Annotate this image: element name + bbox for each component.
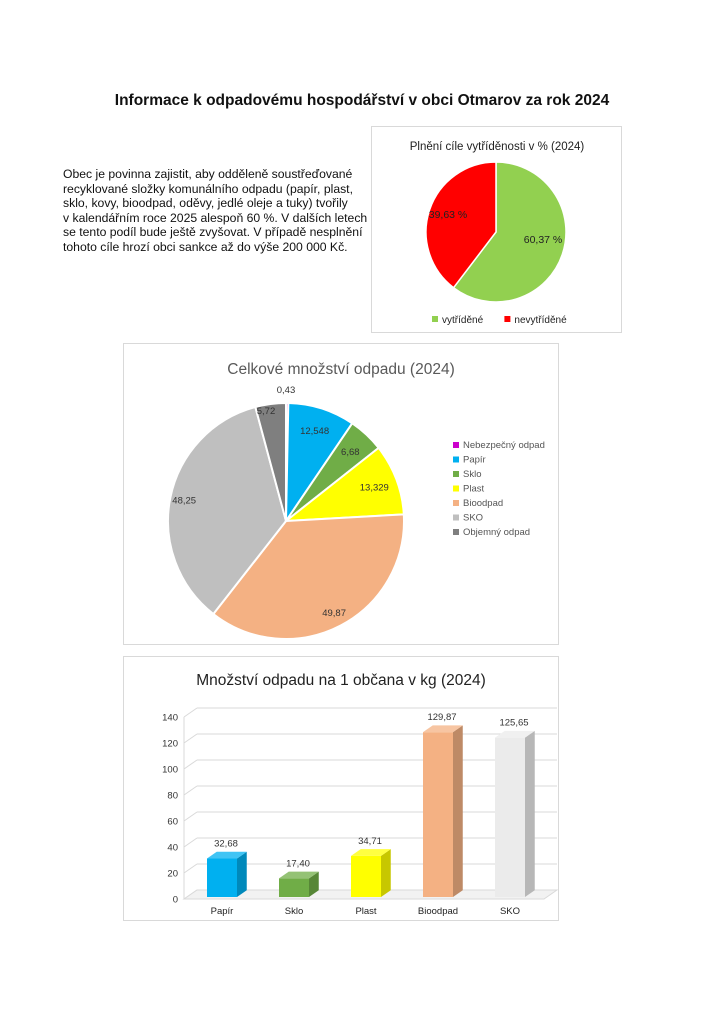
waste-total-pie-chart [124, 344, 558, 644]
y-tick-label: 80 [167, 790, 178, 802]
legend-swatch-sklo [453, 471, 459, 477]
legend-label-papir: Papír [463, 454, 486, 466]
data-label-vytridene: 60,37 % [523, 234, 563, 246]
bar-papir [207, 852, 247, 897]
chart-title: Plnění cíle vytříděnosti v % (2024) [409, 141, 585, 153]
y-tick-label: 120 [162, 738, 178, 750]
legend-label-nebezpecny-odpad: Nebezpečný odpad [463, 440, 545, 451]
bar-side-plast [381, 849, 391, 897]
intro-line: tohoto cíle hrozí obci sankce až do výše 200 000 Kč. [63, 239, 348, 254]
data-label-nevytridene: 39,63 % [428, 209, 468, 221]
legend-label-objemny-odpad: Objemný odpad [463, 527, 531, 538]
bar-side-bioodpad [453, 725, 463, 897]
legend-label-bioodpad: Bioodpad [463, 498, 504, 509]
data-label-papir: 32,68 [214, 838, 238, 850]
x-tick-label-plast: Plast [355, 906, 377, 917]
data-label-bioodpad: 49,87 [322, 608, 346, 619]
y-tick-label: 100 [162, 764, 178, 776]
gridline-slant [184, 708, 197, 717]
y-tick-label: 20 [167, 868, 178, 880]
data-label-sklo: 17,40 [286, 858, 310, 870]
bar-sko [495, 731, 535, 897]
legend-label-sko: SKO [463, 512, 484, 524]
legend-swatch-vytridene [432, 316, 438, 322]
legend-swatch-bioodpad [453, 500, 459, 506]
bar-front-sko [495, 738, 525, 897]
legend-swatch-nebezpecny-odpad [453, 442, 459, 448]
bar-front-papir [207, 859, 237, 897]
legend-label-sklo: Sklo [463, 469, 482, 480]
bar-plast [351, 849, 391, 897]
x-tick-label-sklo: Sklo [284, 906, 304, 917]
legend-label-vytridene: vytříděné [442, 315, 484, 326]
y-tick-label: 140 [162, 712, 178, 724]
data-label-plast: 13,329 [359, 482, 389, 494]
per-capita-chart-panel [123, 656, 559, 921]
gridline-slant [184, 812, 197, 821]
legend-swatch-papir [453, 457, 459, 463]
bar-sklo [279, 872, 319, 897]
bar-front-plast [351, 856, 381, 897]
y-tick-label: 0 [172, 894, 178, 906]
data-label-plast: 34,71 [358, 835, 382, 847]
sorting-pie-chart [372, 127, 621, 332]
per-capita-bar-chart [124, 657, 558, 920]
bar-front-sklo [279, 878, 309, 897]
gridline-slant [184, 734, 197, 743]
gridline-slant [184, 786, 197, 795]
data-label-sklo: 6,68 [341, 446, 360, 458]
y-tick-label: 40 [167, 842, 178, 854]
waste-total-chart-panel [123, 343, 559, 645]
intro-line: v kalendářním roce 2025 alespoň 60 %. V dalších letech [63, 210, 368, 225]
legend-label-nevytridene: nevytříděné [514, 315, 567, 326]
x-tick-label-bioodpad: Bioodpad [417, 906, 459, 917]
bar-bioodpad [423, 725, 463, 897]
legend-swatch-sko [453, 515, 459, 521]
data-label-sko: 48,25 [172, 495, 197, 507]
legend-swatch-plast [453, 486, 459, 492]
bar-side-sko [525, 731, 535, 897]
chart-title: Množství odpadu na 1 občana v kg (2024) [196, 672, 486, 689]
intro-text [63, 167, 368, 255]
legend-label-plast: Plast [463, 483, 485, 495]
gridline-slant [184, 760, 197, 769]
chart-title: Celkové množství odpadu (2024) [227, 361, 455, 378]
page-title: Informace k odpadovému hospodářství v obci Otmarov za rok 2024 [114, 92, 610, 109]
legend-swatch-nevytridene [504, 316, 510, 322]
y-tick-label: 60 [167, 816, 178, 828]
data-label-nebezpecny-odpad: 0,43 [276, 385, 296, 396]
intro-line: recyklované složky komunálního odpadu (papír, plast, [63, 181, 353, 196]
data-label-papir: 12,548 [300, 426, 330, 437]
legend-swatch-objemny-odpad [453, 529, 459, 535]
gridline-slant [184, 864, 197, 873]
data-label-objemny-odpad: 5,72 [256, 405, 276, 417]
data-label-bioodpad: 129,87 [427, 712, 457, 724]
x-tick-label-sko: SKO [499, 906, 521, 917]
data-label-sko: 125,65 [499, 717, 529, 729]
intro-line: se tento podíl bude ještě zvyšovat. V případě nesplnění [63, 225, 363, 240]
sorting-chart-panel [371, 126, 622, 333]
bar-front-bioodpad [423, 732, 453, 897]
x-tick-label-papir: Papír [210, 906, 234, 917]
gridline-slant [184, 838, 197, 847]
intro-line: sklo, kovy, bioodpad, oděvy, jedlé oleje a tuky) tvořily [63, 196, 348, 211]
bar-side-papir [237, 852, 247, 897]
intro-line: Obec je povinna zajistit, aby odděleně soustřeďované [63, 167, 353, 181]
